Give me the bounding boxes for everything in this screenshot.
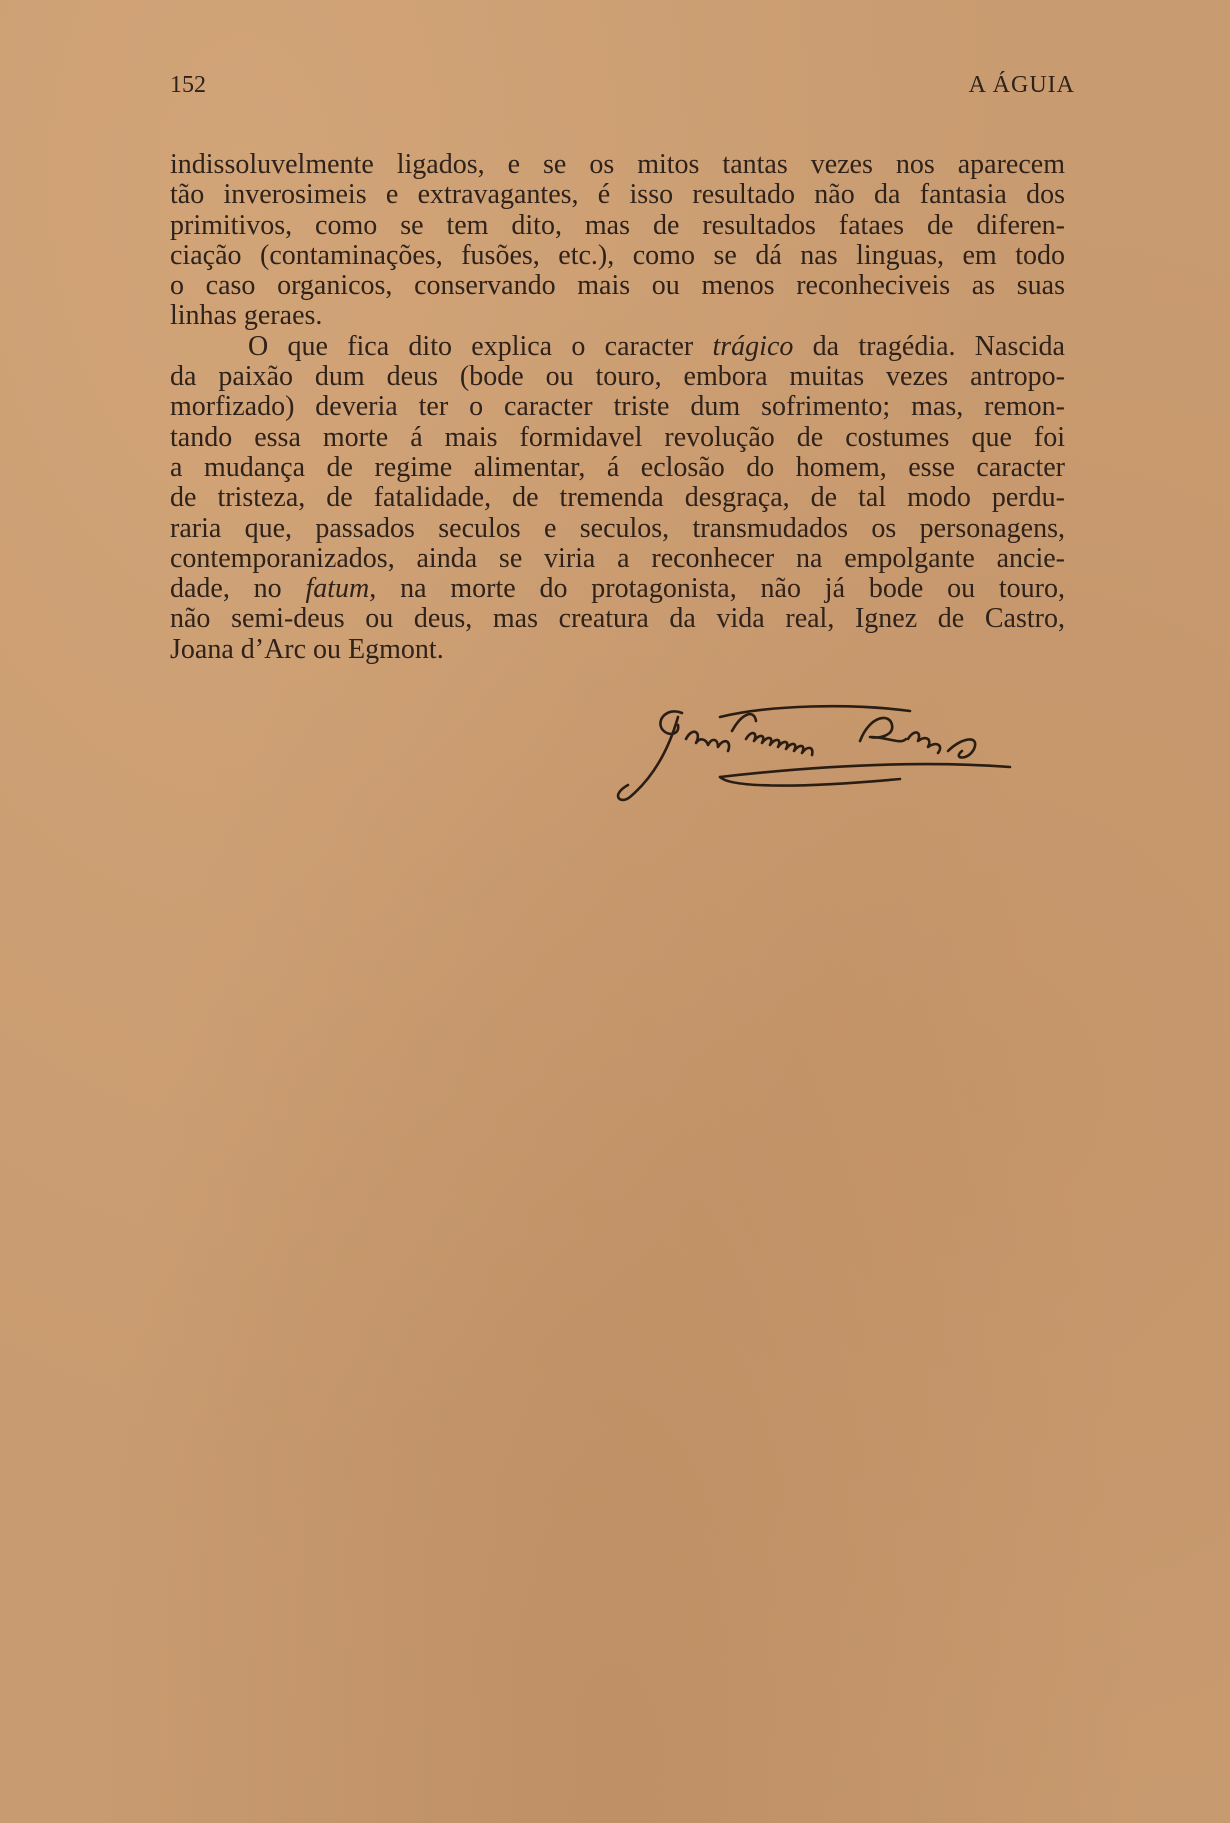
running-head <box>170 70 1075 100</box>
text-line: Joana d’Arc ou Egmont. <box>170 633 444 665</box>
journal-title: A ÁGUIA <box>968 72 1075 98</box>
text-line: tão inverosimeis e extravagantes, é isso resultado não da fantasia dos <box>170 179 1065 211</box>
text-line: indissoluvelmente ligados, e se os mitos tantas vezes nos aparecem <box>170 149 1065 180</box>
page-number: 152 <box>170 72 206 98</box>
body-text <box>170 150 1065 665</box>
text-line: morfizado) deveria ter o caracter triste dum sofrimento; mas, remon- <box>170 391 1065 423</box>
text-run: na morte do protagonista, não já bode ou touro, <box>376 573 1065 605</box>
text-run: da tragédia. Nascida <box>793 330 1065 362</box>
emphasis-fatum: fatum, <box>305 573 377 605</box>
emphasis-trágico: trágico <box>712 330 794 362</box>
handwritten-signature <box>570 695 1050 815</box>
text-line: primitivos, como se tem dito, mas de resultados fataes de diferen- <box>170 209 1065 241</box>
text-line: não semi-deus ou deus, mas creatura da vida real, Ignez de Castro, <box>170 603 1065 635</box>
text-line <box>170 574 1065 604</box>
text-line: da paixão dum deus (bode ou touro, embora muitas vezes antropo- <box>170 361 1065 393</box>
text-line <box>170 332 1065 362</box>
text-line: raria que, passados seculos e seculos, transmudados os personagens, <box>170 512 1065 544</box>
text-run: O que fica dito explica o caracter <box>248 330 713 362</box>
text-line: tando essa morte á mais formidavel revolução de costumes que foi <box>170 421 1065 453</box>
text-line: linhas geraes. <box>170 300 323 332</box>
text-line: de tristeza, de fatalidade, de tremenda desgraça, de tal modo perdu- <box>170 482 1065 514</box>
text-line: contemporanizados, ainda se viria a reconhecer na empolgante ancie- <box>170 542 1065 574</box>
text-line: ciação (contaminações, fusões, etc.), como se dá nas linguas, em todo <box>170 239 1065 271</box>
text-line: o caso organicos, conservando mais ou menos reconheciveis as suas <box>170 270 1065 302</box>
text-run: dade, no <box>170 573 306 605</box>
text-line: a mudança de regime alimentar, á eclosão do homem, esse caracter <box>170 451 1065 483</box>
